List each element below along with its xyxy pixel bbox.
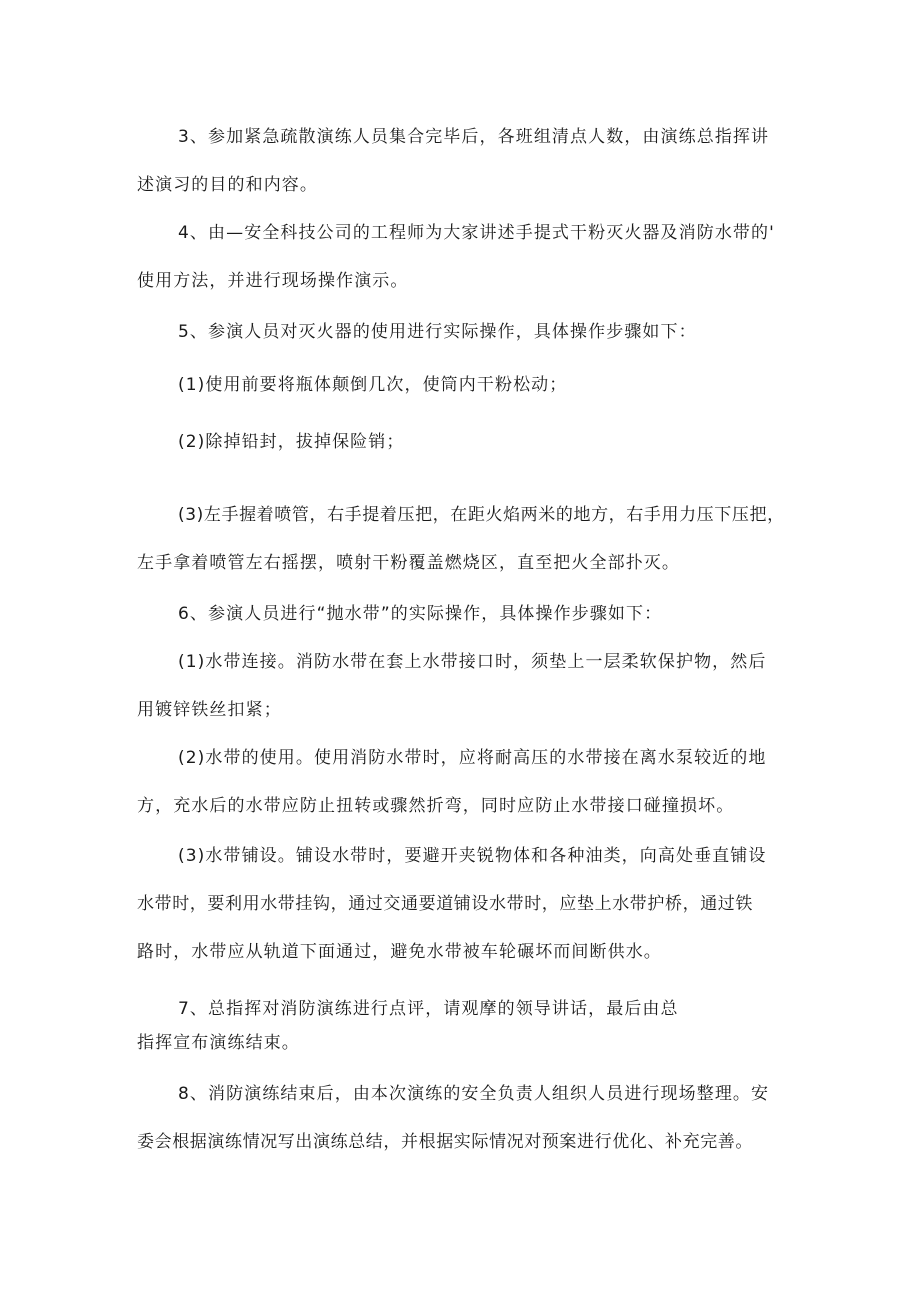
text-line: (1)水带连接。消防水带在套上水带接口时，须垫上一层柔软保护物，然后 (178, 652, 767, 672)
text-line: 方，充水后的水带应防止扭转或骤然折弯，同时应防止水带接口碰撞损坏。 (137, 796, 735, 816)
text-line: 左手拿着喷管左右摇摆，喷射干粉覆盖燃烧区，直至把火全部扑灭。 (137, 553, 680, 573)
text-line: 3、参加紧急疏散演练人员集合完毕后，各班组清点人数，由演练总指挥讲 (178, 127, 770, 147)
text-line: (3)水带铺设。铺设水带时，要避开夹锐物体和各种油类，向高处垂直铺设 (178, 846, 767, 866)
text-line: 6、参演人员进行“抛水带”的实际操作，具体操作步骤如下： (178, 604, 663, 624)
text-line: 7、总指挥对消防演练进行点评，请观摩的领导讲话，最后由总 (178, 999, 679, 1019)
text-line: 使用方法，并进行现场操作演示。 (137, 271, 409, 291)
text-line: 委会根据演练情况写出演练总结，并根据实际情况对预案进行优化、补充完善。 (137, 1132, 753, 1152)
text-line: 路时，水带应从轨道下面通过，避免水带被车轮碾坏而间断供水。 (137, 942, 662, 962)
text-line: 用镀锌铁丝扣紧； (137, 700, 282, 720)
text-line: (2)除掉铅封，拔掉保险销； (178, 432, 405, 452)
text-line: 8、消防演练结束后，由本次演练的安全负责人组织人员进行现场整理。安 (178, 1084, 770, 1104)
text-line: 4、由—安全科技公司的工程师为大家讲述手提式干粉灭火器及消防水带的' (178, 223, 775, 243)
text-line: (3)左手握着喷管，右手提着压把，在距火焰两米的地方，右手用力压下压把， (178, 505, 785, 525)
text-line: 水带时，要利用水带挂钩，通过交通要道铺设水带时，应垫上水带护桥，通过铁 (137, 894, 753, 914)
text-line: (2)水带的使用。使用消防水带时，应将耐高压的水带接在离水泵较近的地 (178, 748, 767, 768)
text-line: 述演习的目的和内容。 (137, 175, 318, 195)
text-line: 指挥宣布演练结束。 (137, 1033, 300, 1053)
text-line: 5、参演人员对灭火器的使用进行实际操作，具体操作步骤如下： (178, 322, 697, 342)
text-line: (1)使用前要将瓶体颠倒几次，使筒内干粉松动； (178, 375, 568, 395)
